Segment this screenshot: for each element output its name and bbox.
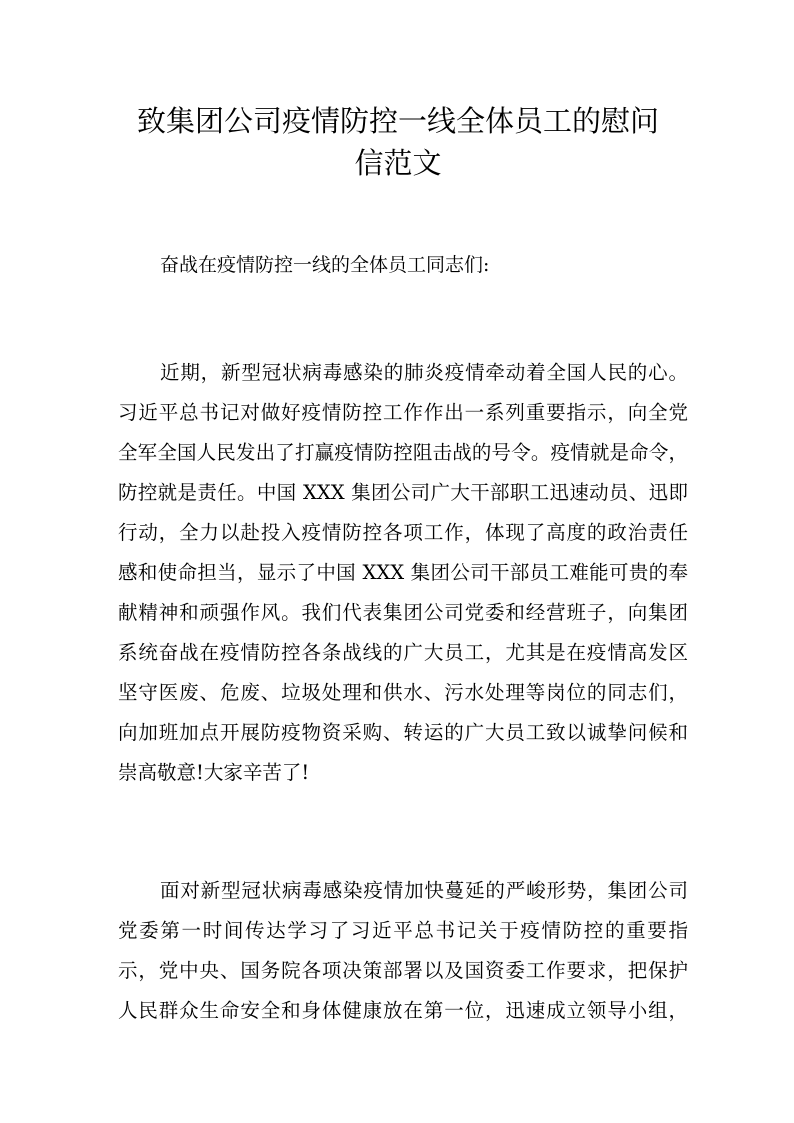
- paragraph-line: 系统奋战在疫情防控各条战线的广大员工，尤其是在疫情高发区: [118, 641, 688, 664]
- paragraph-line: 人民群众生命安全和身体健康放在第一位，迅速成立领导小组，: [118, 999, 688, 1022]
- paragraph-line: 党委第一时间传达学习了习近平总书记关于疫情防控的重要指: [118, 919, 688, 942]
- paragraph-line: 全军全国人民发出了打赢疫情防控阻击战的号令。疫情就是命令，: [118, 441, 688, 464]
- salutation: 奋战在疫情防控一线的全体员工同志们:: [160, 254, 490, 276]
- paragraph-line: 防控就是责任。中国 XXX 集团公司广大干部职工迅速动员、迅即: [118, 481, 688, 504]
- paragraph-line: 坚守医废、危废、垃圾处理和供水、污水处理等岗位的同志们，: [118, 681, 688, 704]
- paragraph-line: 感和使命担当，显示了中国 XXX 集团公司干部员工难能可贵的奉: [118, 561, 688, 584]
- paragraph-line: 行动，全力以赴投入疫情防控各项工作，体现了高度的政治责任: [118, 521, 688, 544]
- paragraph-line: 习近平总书记对做好疫情防控工作作出一系列重要指示，向全党: [118, 401, 688, 424]
- title-line-2: 信范文: [354, 146, 442, 180]
- paragraph-line: 近期，新型冠状病毒感染的肺炎疫情牵动着全国人民的心。: [160, 361, 688, 384]
- paragraph-line: 崇高敬意!大家辛苦了!: [118, 761, 310, 784]
- paragraph-line: 示，党中央、国务院各项决策部署以及国资委工作要求，把保护: [118, 959, 688, 982]
- paragraph-2: [118, 871, 688, 1031]
- title-line-1: 致集团公司疫情防控一线全体员工的慰问: [136, 104, 659, 138]
- document-title: [118, 100, 678, 184]
- paragraph-line: 献精神和顽强作风。我们代表集团公司党委和经营班子，向集团: [118, 601, 688, 624]
- paragraph-1: [118, 353, 688, 793]
- paragraph-line: 向加班加点开展防疫物资采购、转运的广大员工致以诚挚问候和: [118, 721, 688, 744]
- paragraph-line: 面对新型冠状病毒感染疫情加快蔓延的严峻形势，集团公司: [160, 879, 688, 902]
